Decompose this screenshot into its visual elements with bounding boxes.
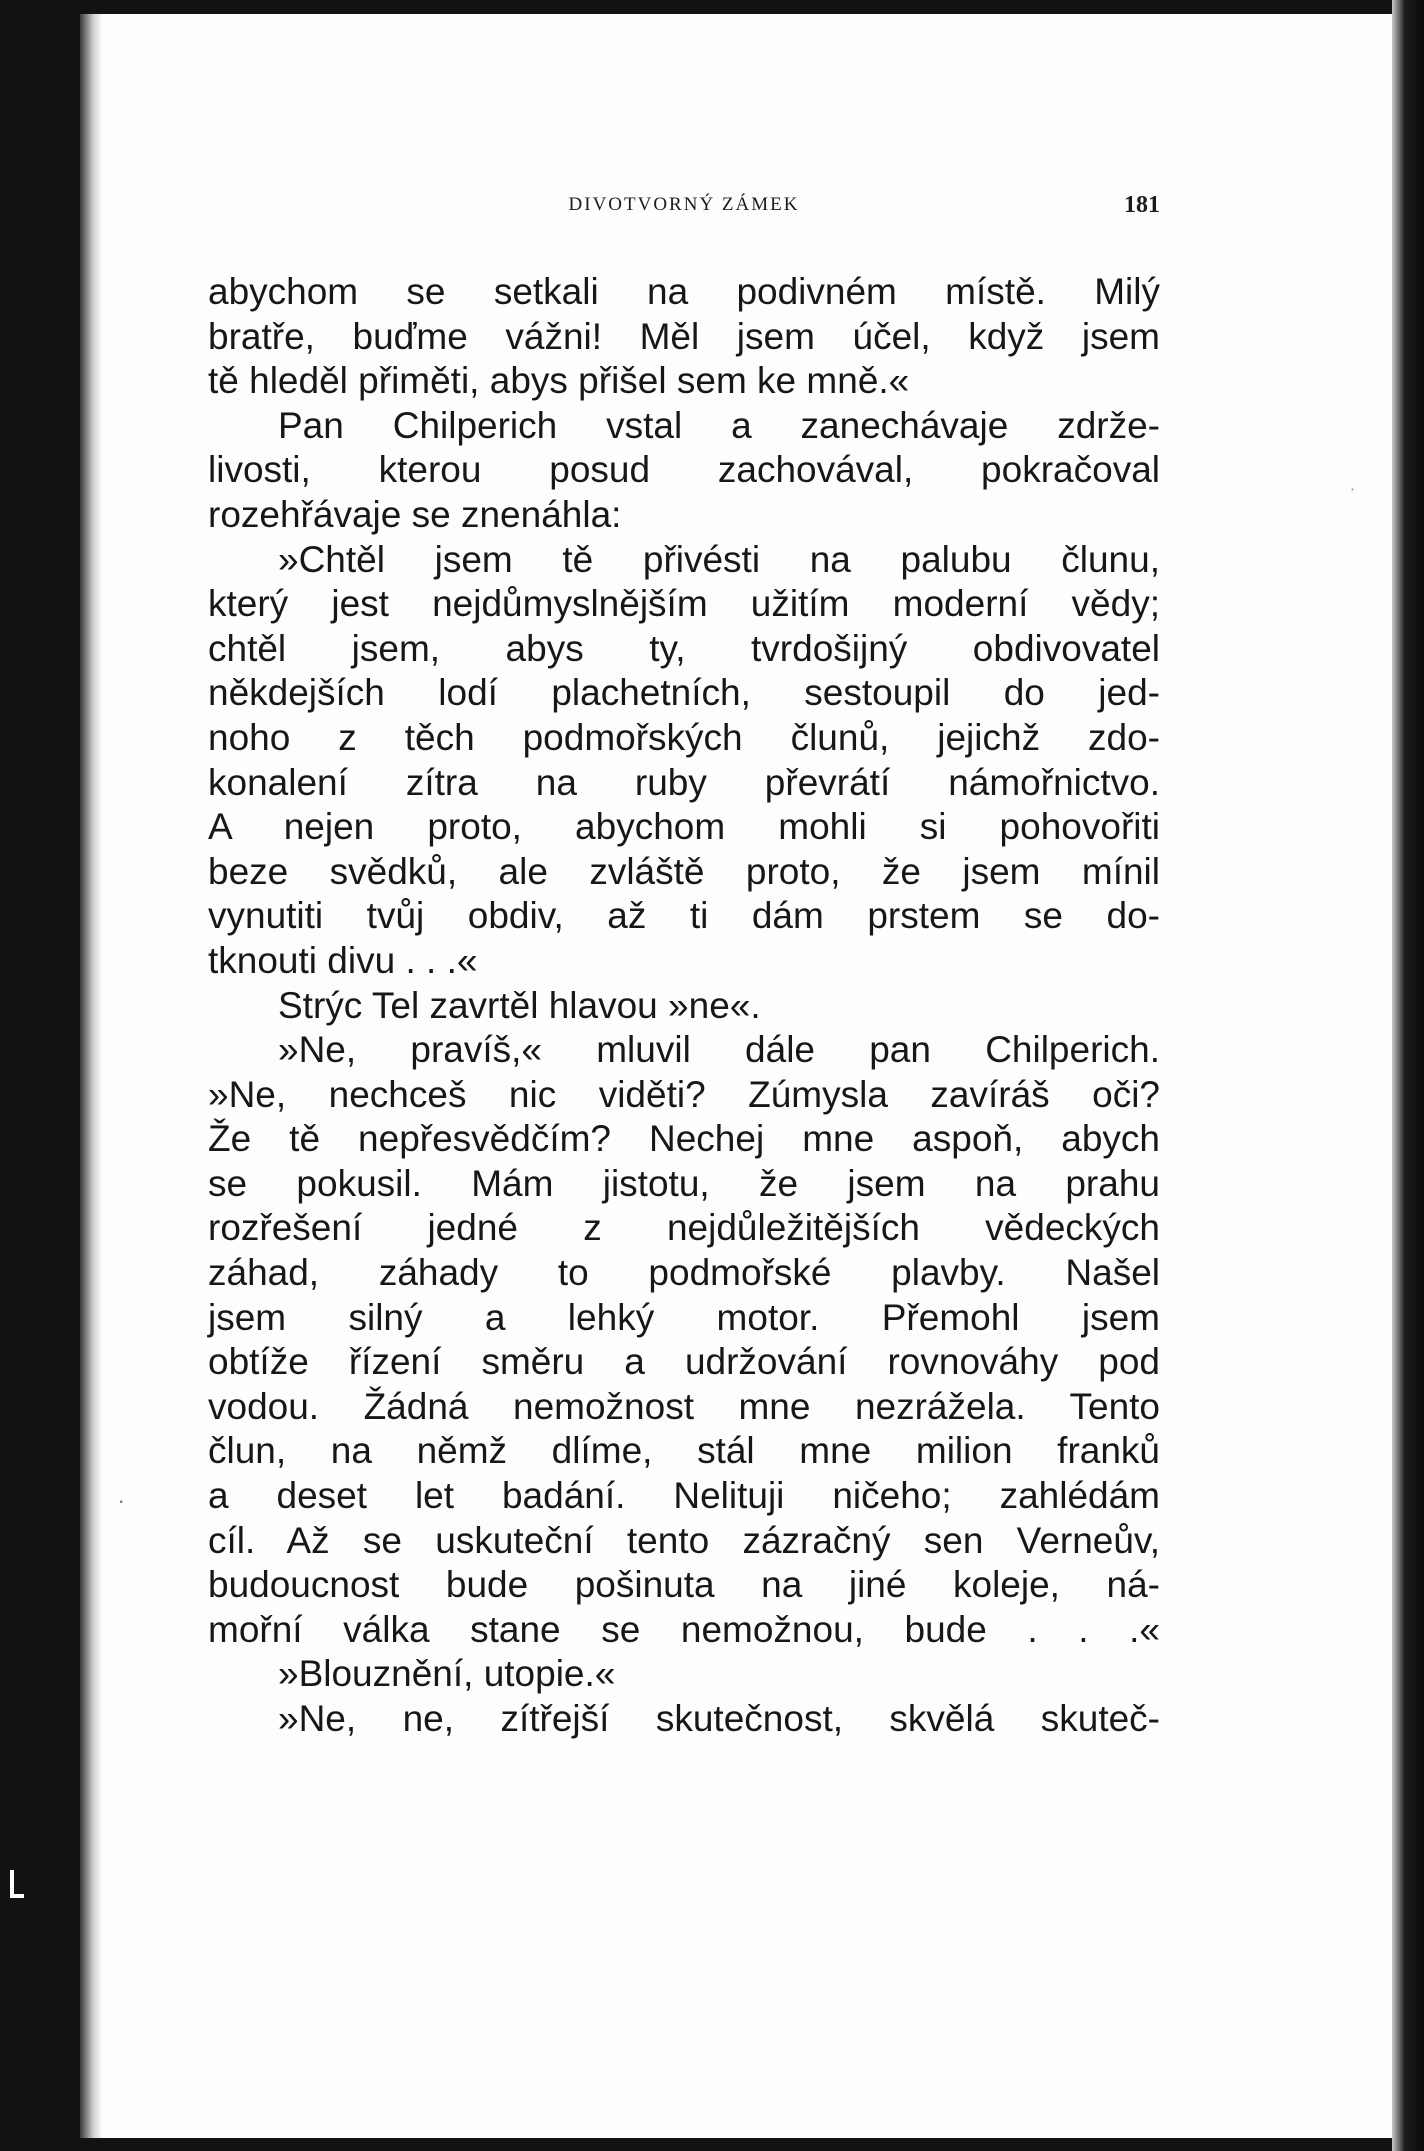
text-line: Pan Chilperich vstal a zanechávaje zdrže-: [278, 404, 1160, 446]
text-line: vodou. Žádná nemožnost mne nezrážela. Tento: [208, 1385, 1160, 1427]
margin-speck: ·: [118, 1490, 125, 1514]
text-line: konalení zítra na ruby převrátí námořnictvo.: [208, 761, 1160, 803]
text-line: Strýc Tel zavrtěl hlavou »ne«.: [278, 984, 761, 1026]
text-line: tknouti divu . . .«: [208, 939, 478, 981]
text-line: bratře, buďme vážni! Měl jsem účel, když jsem: [208, 315, 1160, 357]
text-line: rozehřávaje se znenáhla:: [208, 493, 622, 535]
text-line: »Blouznění, utopie.«: [278, 1653, 616, 1695]
body-text: [208, 270, 1160, 1742]
text-line: vynutiti tvůj obdiv, až ti dám prstem se do-: [208, 895, 1160, 937]
text-line: Že tě nepřesvědčím? Nechej mne aspoň, abych: [208, 1118, 1160, 1160]
text-line: »Chtěl jsem tě přivésti na palubu člunu,: [278, 538, 1160, 580]
text-line: A nejen proto, abychom mohli si pohovořiti: [208, 806, 1160, 848]
text-line: obtíže řízení směru a udržování rovnováhy pod: [208, 1341, 1160, 1383]
text-line: beze svědků, ale zvláště proto, že jsem mínil: [208, 850, 1160, 892]
text-line: rozřešení jedné z nejdůležitějších vědeckých: [208, 1207, 1160, 1249]
text-line: »Ne, ne, zítřejší skutečnost, skvělá skuteč-: [278, 1698, 1160, 1739]
text-line: jsem silný a lehký motor. Přemohl jsem: [208, 1296, 1160, 1338]
text-line: »Ne, pravíš,« mluvil dále pan Chilperich.: [278, 1029, 1160, 1071]
page-title: DIVOTVORNÝ ZÁMEK: [568, 194, 800, 215]
page-number: 181: [1124, 192, 1160, 218]
text-line: a deset let badání. Nelituji ničeho; zahlédám: [208, 1475, 1160, 1517]
text-line: abychom se setkali na podivném místě. Milý: [208, 271, 1160, 312]
text-line: »Ne, nechceš nic viděti? Zúmysla zavíráš oči?: [208, 1073, 1160, 1115]
running-head: [208, 192, 1160, 222]
margin-speck: ·: [1350, 480, 1356, 499]
corner-mark: [10, 1870, 24, 1898]
text-line: se pokusil. Mám jistotu, že jsem na prahu: [208, 1162, 1160, 1204]
text-line: tě hleděl přiměti, abys přišel sem ke mně.«: [208, 360, 910, 402]
text-line: budoucnost bude pošinuta na jiné koleje, ná-: [208, 1564, 1160, 1606]
text-line: člun, na němž dlíme, stál mne milion franků: [208, 1430, 1160, 1472]
text-line: cíl. Až se uskuteční tento zázračný sen Verneův,: [208, 1519, 1160, 1561]
text-line: někdejších lodí plachetních, sestoupil do jed-: [208, 672, 1160, 714]
text-line: chtěl jsem, abys ty, tvrdošijný obdivovatel: [208, 627, 1160, 669]
text-line: livosti, kterou posud zachovával, pokračoval: [208, 449, 1160, 491]
text-line: který jest nejdůmyslnějším užitím moderní vědy;: [208, 583, 1160, 625]
text-line: záhad, záhady to podmořské plavby. Našel: [208, 1252, 1160, 1294]
page-edge: [1392, 0, 1424, 2151]
text-line: noho z těch podmořských člunů, jejichž zdo-: [208, 716, 1160, 758]
spine-shadow: [80, 14, 102, 2138]
text-line: mořní válka stane se nemožnou, bude . . .«: [208, 1608, 1160, 1650]
